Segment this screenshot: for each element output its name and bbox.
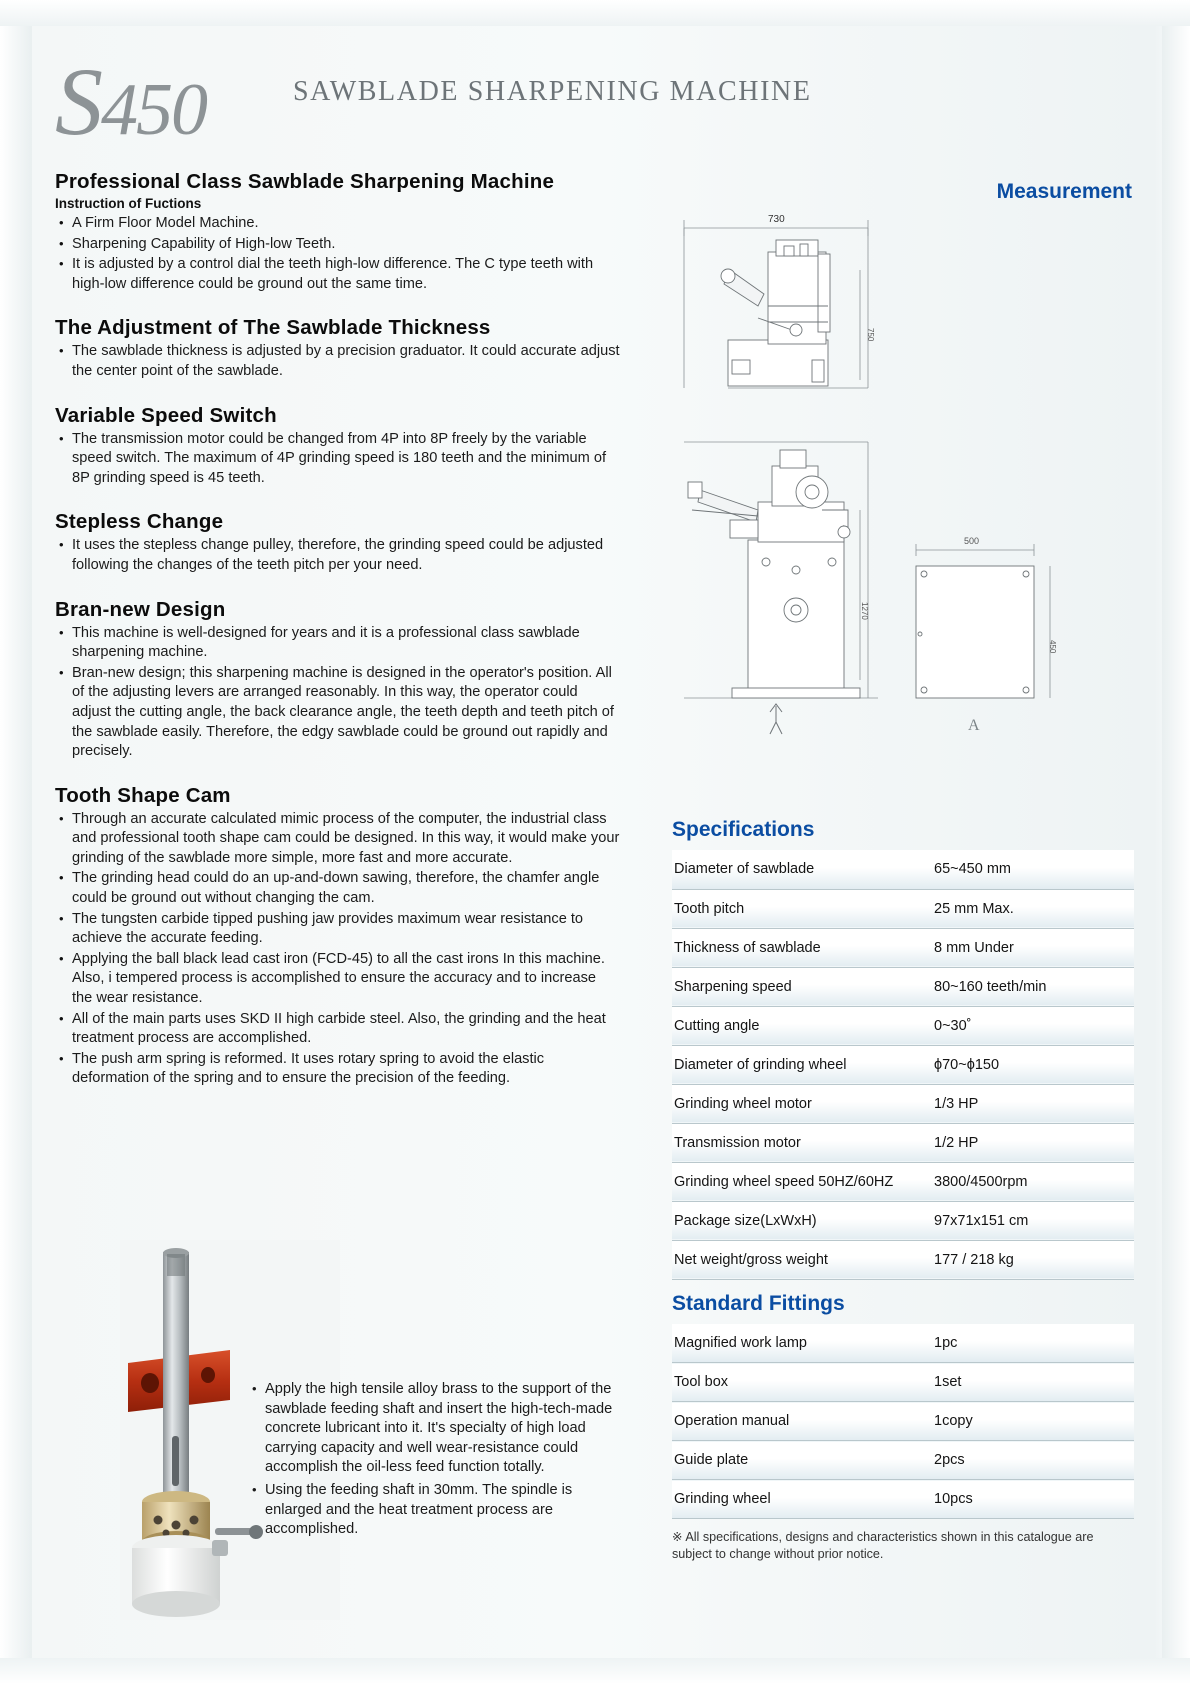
fitting-label: Guide plate [672,1441,926,1480]
fitting-value: 1set [926,1363,1134,1402]
table-row [672,1240,1134,1279]
spec-value: 1/2 HP [926,1123,1134,1162]
table-row [672,1441,1134,1480]
section-bullets [59,214,620,294]
fitting-value: 10pcs [926,1480,1134,1519]
spec-value: 0~30˚ [926,1006,1134,1045]
section-sawblade-thickness [55,316,620,381]
page-title: SAWBLADE SHARPENING MACHINE [293,76,812,107]
list-item: • The push arm spring is reformed. It uses rotary spring to avoid the elastic deformation of the spring and to ensure the precision of the feeding. [59,1050,620,1089]
list-item: • The transmission motor could be changed from 4P into 8P freely by the variable speed switch. The maximum of 4P grinding speed is 180 teeth and the minimum of 8P grinding speed is 45 teeth. [59,430,620,489]
spec-value: 65~450 mm [926,850,1134,889]
footnote: ※ All specifications, designs and characteristics shown in this catalogue are subject to change without prior notice. [672,1530,1094,1561]
spec-value: 25 mm Max. [926,889,1134,928]
table-row [672,1006,1134,1045]
svg-text:450: 450 [1048,640,1057,654]
left-content-column [55,170,620,1111]
spec-label: Thickness of sawblade [672,928,926,967]
table-row [672,1480,1134,1519]
section-bullets [59,536,620,575]
list-item: • Applying the ball black lead cast iron (FCD-45) to all the cast irons In this machine. Also, i tempered process is accomplished to ensure the accuracy and to increase the wear resistance. [59,950,620,1009]
view-label-a: A [968,717,980,734]
table-row [672,967,1134,1006]
spec-label: Diameter of sawblade [672,850,926,889]
section-professional-class [55,170,620,294]
section-stepless-change [55,510,620,575]
list-item: • Through an accurate calculated mimic process of the computer, the industrial class and professional tooth shape cam could be designed. In this way, it would make your grinding of the sawblade more simple, more fast and more accurate. [59,810,620,869]
fitting-label: Grinding wheel [672,1480,926,1519]
feeding-shaft-photo [120,1240,260,1620]
page-edge-left [0,0,32,1684]
spec-value: ϕ70~ϕ150 [926,1045,1134,1084]
fitting-label: Magnified work lamp [672,1324,926,1363]
page-edge-right [1162,0,1190,1684]
spec-label: Cutting angle [672,1006,926,1045]
table-row [672,1084,1134,1123]
spec-value: 3800/4500rpm [926,1162,1134,1201]
table-row [672,1123,1134,1162]
table-row [672,1162,1134,1201]
table-row [672,850,1134,889]
standard-fittings-table [672,1324,1134,1520]
svg-text:1270: 1270 [860,602,869,620]
list-item: • The tungsten carbide tipped pushing jaw provides maximum wear resistance to achieve the accurate feeding. [59,910,620,949]
list-item: • The sawblade thickness is adjusted by a precision graduator. It could accurate adjust the center point of the sawblade. [59,342,620,381]
spec-label: Diameter of grinding wheel [672,1045,926,1084]
page-header [55,40,1135,155]
section-bullets [59,430,620,489]
logo-letter-s: S [55,48,101,155]
svg-text:750: 750 [866,328,875,342]
section-title: Stepless Change [55,510,224,534]
spec-label: Sharpening speed [672,967,926,1006]
spec-value: 1/3 HP [926,1084,1134,1123]
technical-drawings [672,210,1132,770]
machine-dimension-drawings [672,210,1132,770]
list-item: • All of the main parts uses SKD II high carbide steel. Also, the grinding and the heat treatment process are accomplished. [59,1010,620,1049]
list-item: • It is adjusted by a control dial the teeth high-low difference. The C type teeth with high-low difference could be ground out the same time. [59,255,620,294]
fitting-label: Operation manual [672,1402,926,1441]
spec-label: Transmission motor [672,1123,926,1162]
spec-value: 177 / 218 kg [926,1240,1134,1279]
spec-value: 8 mm Under [926,928,1134,967]
list-item: • Sharpening Capability of High-low Teeth. [59,235,620,255]
section-bran-new-design [55,598,620,762]
list-item: • The grinding head could do an up-and-down sawing, therefore, the chamfer angle could be ground out without changing the cam. [59,869,620,908]
table-row [672,1363,1134,1402]
specifications-panel [672,818,1134,1563]
table-row [672,928,1134,967]
spec-value: 97x71x151 cm [926,1201,1134,1240]
section-variable-speed-switch [55,404,620,489]
svg-text:730: 730 [768,214,785,225]
table-row [672,1045,1134,1084]
section-title: Variable Speed Switch [55,403,277,427]
spec-value: 80~160 teeth/min [926,967,1134,1006]
table-row [672,1402,1134,1441]
fitting-label: Tool box [672,1363,926,1402]
list-item: • This machine is well-designed for years and it is a professional class sawblade sharpening machine. [59,624,620,663]
table-row [672,1201,1134,1240]
section-subhead: Instruction of Fuctions [55,196,202,211]
list-item: • A Firm Floor Model Machine. [59,214,620,234]
spec-label: Package size(LxWxH) [672,1201,926,1240]
spec-label: Net weight/gross weight [672,1240,926,1279]
standard-fittings-title: Standard Fittings [672,1291,845,1315]
list-item: • Using the feeding shaft in 30mm. The spindle is enlarged and the heat treatment process are accomplished. [252,1481,618,1540]
fitting-value: 2pcs [926,1441,1134,1480]
table-row [672,1324,1134,1363]
spec-label: Tooth pitch [672,889,926,928]
list-item: • Bran-new design; this sharpening machine is designed in the operator's position. All of the adjusting levers are arranged reasonably. In this way, the operator could adjust the cutting angle, the back clearance angle, the teeth depth and teeth pitch of the sawblade easily. Therefore, the edgy sawblade could be ground out rapidly and precisely. [59,664,620,762]
page-edge-bottom [0,1658,1190,1684]
section-tooth-shape-cam [55,784,620,1089]
svg-text:500: 500 [964,536,980,546]
section-bullets [59,624,620,762]
measurement-title: Measurement [996,180,1132,203]
logo-number: 450 [101,69,206,151]
fitting-value: 1copy [926,1402,1134,1441]
specifications-title: Specifications [672,818,815,841]
spec-label: Grinding wheel speed 50HZ/60HZ [672,1162,926,1201]
section-title: Professional Class Sawblade Sharpening Machine [55,170,555,193]
specifications-table [672,850,1134,1280]
photo-notes [252,1380,618,1543]
section-bullets [59,342,620,381]
section-bullets [59,810,620,1089]
spec-label: Grinding wheel motor [672,1084,926,1123]
page-edge-top [0,0,1190,26]
section-title: The Adjustment of The Sawblade Thickness [55,316,491,340]
list-item: • It uses the stepless change pulley, therefore, the grinding speed could be adjusted following the changes of the teeth pitch per your need. [59,536,620,575]
fitting-value: 1pc [926,1324,1134,1363]
table-row [672,889,1134,928]
section-title: Bran-new Design [55,597,226,621]
section-title: Tooth Shape Cam [55,783,231,807]
list-item: • Apply the high tensile alloy brass to the support of the sawblade feeding shaft and insert the high-tech-made concrete lubricant into it. It's specialty of high load carrying capacity and well wear-resistance could accomplish the oil-less feed function totally. [252,1380,618,1478]
product-logo [55,48,206,155]
